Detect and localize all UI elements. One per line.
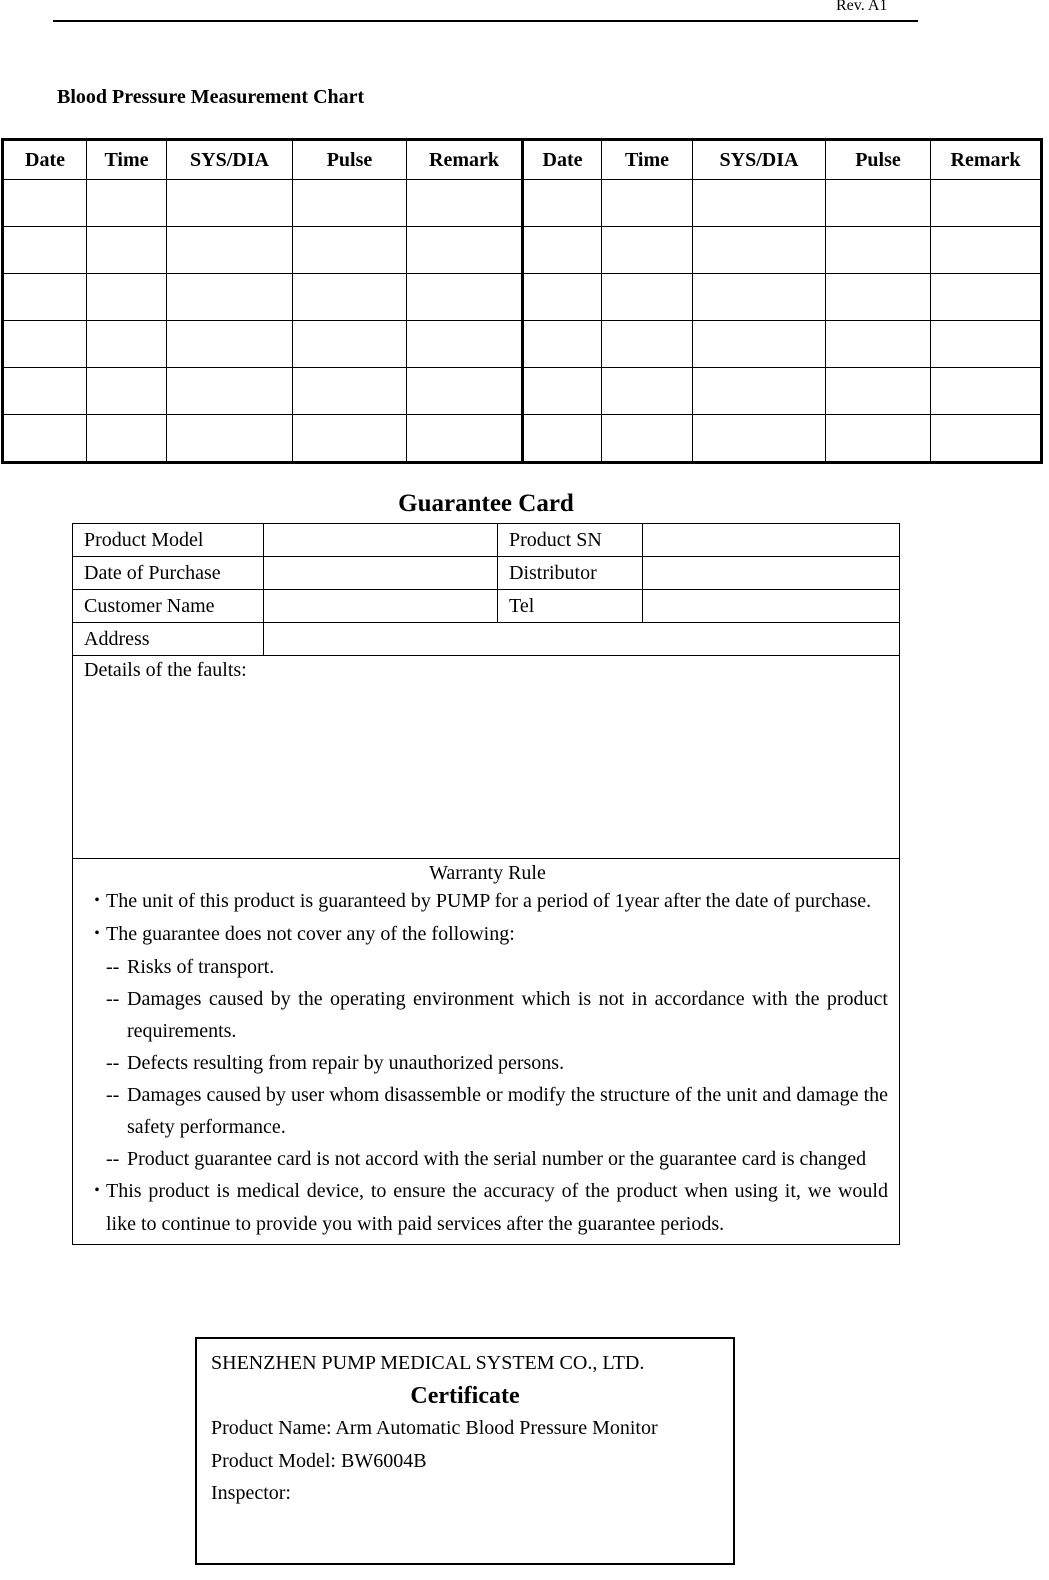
bp-entry-cell[interactable] (293, 227, 407, 274)
dash-mark: -- (106, 956, 120, 978)
distributor-label: Distributor (498, 557, 643, 590)
bp-entry-cell[interactable] (87, 368, 167, 415)
bp-entry-cell[interactable] (293, 274, 407, 321)
product-sn-field[interactable] (643, 524, 900, 557)
bullet-mark: ・ (87, 1180, 107, 1202)
address-field[interactable] (264, 623, 900, 656)
bp-entry-cell[interactable] (293, 368, 407, 415)
exclusion-item (106, 1047, 888, 1079)
bp-entry-cell[interactable] (931, 321, 1042, 368)
dash-mark: -- (106, 1052, 120, 1074)
table-row (73, 557, 900, 590)
table-row (3, 368, 1042, 415)
bp-entry-cell[interactable] (931, 227, 1042, 274)
warranty-item-text: The unit of this product is guaranteed by PUMP for a period of 1year after the date of purchase. (106, 890, 872, 912)
tel-field[interactable] (643, 590, 900, 623)
guarantee-card-table (72, 523, 900, 1245)
warranty-item-text: The guarantee does not cover any of the following: (106, 923, 515, 945)
col-remark: Remark (407, 140, 523, 180)
table-row (3, 415, 1042, 463)
bp-entry-cell[interactable] (931, 368, 1042, 415)
bp-entry-cell[interactable] (167, 227, 293, 274)
exclusion-item (106, 951, 888, 983)
bp-entry-cell[interactable] (523, 227, 602, 274)
bp-entry-cell[interactable] (931, 274, 1042, 321)
bp-entry-cell[interactable] (167, 415, 293, 463)
bp-entry-cell[interactable] (407, 227, 523, 274)
bp-entry-cell[interactable] (826, 321, 931, 368)
faults-label: Details of the faults: (84, 659, 247, 681)
guarantee-card-title: Guarantee Card (398, 490, 574, 517)
date-of-purchase-label: Date of Purchase (73, 557, 264, 590)
warranty-item (87, 918, 888, 951)
bp-measurement-table (1, 138, 1043, 464)
bp-entry-cell[interactable] (602, 180, 693, 227)
warranty-item (87, 885, 888, 918)
bp-entry-cell[interactable] (602, 415, 693, 463)
bp-entry-cell[interactable] (826, 180, 931, 227)
bp-entry-cell[interactable] (602, 227, 693, 274)
table-row (3, 180, 1042, 227)
customer-name-label: Customer Name (73, 590, 264, 623)
col-pulse: Pulse (293, 140, 407, 180)
distributor-field[interactable] (643, 557, 900, 590)
col-time: Time (87, 140, 167, 180)
table-row (3, 321, 1042, 368)
bp-entry-cell[interactable] (3, 274, 87, 321)
product-model: Product Model: BW6004B (211, 1449, 427, 1472)
bp-entry-cell[interactable] (931, 180, 1042, 227)
bp-entry-cell[interactable] (602, 274, 693, 321)
bp-entry-cell[interactable] (293, 321, 407, 368)
bp-entry-cell[interactable] (167, 274, 293, 321)
bp-entry-cell[interactable] (87, 227, 167, 274)
exclusion-text: Product guarantee card is not accord with the serial number or the guarantee card is changed (127, 1148, 867, 1170)
col-sys-dia-2: SYS/DIA (693, 140, 826, 180)
bullet-mark: ・ (87, 890, 107, 912)
bp-entry-cell[interactable] (693, 180, 826, 227)
bp-entry-cell[interactable] (407, 368, 523, 415)
exclusion-item (106, 1079, 888, 1143)
product-sn-label: Product SN (498, 524, 643, 557)
dash-mark: -- (106, 988, 120, 1010)
bp-entry-cell[interactable] (3, 368, 87, 415)
bp-entry-cell[interactable] (407, 180, 523, 227)
table-row (73, 590, 900, 623)
bp-entry-cell[interactable] (3, 227, 87, 274)
bp-entry-cell[interactable] (293, 180, 407, 227)
tel-label: Tel (498, 590, 643, 623)
col-remark-2: Remark (931, 140, 1042, 180)
bp-entry-cell[interactable] (407, 274, 523, 321)
bp-entry-cell[interactable] (826, 368, 931, 415)
bp-entry-cell[interactable] (87, 321, 167, 368)
bp-entry-cell[interactable] (826, 227, 931, 274)
bp-chart-title: Blood Pressure Measurement Chart (57, 86, 365, 108)
table-row (73, 623, 900, 656)
bp-entry-cell[interactable] (931, 415, 1042, 463)
col-sys-dia: SYS/DIA (167, 140, 293, 180)
bp-entry-cell[interactable] (523, 180, 602, 227)
bp-entry-cell[interactable] (167, 368, 293, 415)
exclusion-item (106, 1143, 888, 1175)
exclusion-item (106, 983, 888, 1047)
product-model-label: Product Model (73, 524, 264, 557)
bp-entry-cell[interactable] (523, 415, 602, 463)
bp-entry-cell[interactable] (693, 415, 826, 463)
col-date-2: Date (523, 140, 602, 180)
bp-entry-cell[interactable] (293, 415, 407, 463)
faults-field[interactable] (73, 656, 900, 859)
exclusion-text: Risks of transport. (127, 956, 275, 978)
table-row (73, 524, 900, 557)
col-pulse-2: Pulse (826, 140, 931, 180)
col-time-2: Time (602, 140, 693, 180)
customer-name-field[interactable] (264, 590, 498, 623)
table-row (73, 656, 900, 859)
bp-entry-cell[interactable] (826, 274, 931, 321)
warranty-rule-section (73, 859, 900, 1245)
exclusion-text: Damages caused by the operating environment which is not in accordance with the product requirements. (127, 988, 888, 1042)
table-row (3, 274, 1042, 321)
bp-table-body (3, 180, 1042, 463)
address-label: Address (73, 623, 264, 656)
company-name: SHENZHEN PUMP MEDICAL SYSTEM CO., LTD. (211, 1352, 645, 1374)
warranty-item-text: This product is medical device, to ensure the accuracy of the product when using it, we would like to continue to provide you with paid services after the guarantee periods. (106, 1180, 888, 1235)
bp-entry-cell[interactable] (523, 368, 602, 415)
bp-entry-cell[interactable] (167, 321, 293, 368)
warranty-rule-title: Warranty Rule (429, 862, 546, 884)
table-row (3, 227, 1042, 274)
bp-entry-cell[interactable] (87, 274, 167, 321)
bp-entry-cell[interactable] (602, 321, 693, 368)
bp-entry-cell[interactable] (87, 180, 167, 227)
certificate-box (195, 1337, 735, 1565)
bp-entry-cell[interactable] (693, 321, 826, 368)
bp-entry-cell[interactable] (523, 274, 602, 321)
inspector-label: Inspector: (211, 1482, 291, 1504)
certificate-title: Certificate (410, 1382, 520, 1409)
warranty-item (87, 1175, 888, 1241)
table-row (73, 859, 900, 1245)
date-of-purchase-field[interactable] (264, 557, 498, 590)
bp-entry-cell[interactable] (3, 415, 87, 463)
revision-label: Rev. A1 (836, 0, 888, 14)
exclusion-text: Defects resulting from repair by unauthorized persons. (127, 1052, 565, 1074)
bullet-mark: ・ (87, 923, 107, 945)
bp-entry-cell[interactable] (3, 180, 87, 227)
bp-entry-cell[interactable] (693, 227, 826, 274)
bp-header-row (3, 140, 1042, 180)
col-date: Date (3, 140, 87, 180)
bp-entry-cell[interactable] (407, 321, 523, 368)
product-model-field[interactable] (264, 524, 498, 557)
exclusion-text: Damages caused by user whom disassemble or modify the structure of the unit and damage the safety performance. (127, 1084, 888, 1138)
bp-entry-cell[interactable] (3, 321, 87, 368)
bp-entry-cell[interactable] (602, 368, 693, 415)
bp-entry-cell[interactable] (693, 274, 826, 321)
bp-entry-cell[interactable] (87, 415, 167, 463)
bp-entry-cell[interactable] (167, 180, 293, 227)
header-rule (53, 20, 918, 22)
dash-mark: -- (106, 1084, 120, 1106)
bp-entry-cell[interactable] (826, 415, 931, 463)
bp-entry-cell[interactable] (693, 368, 826, 415)
dash-mark: -- (106, 1148, 120, 1170)
bp-entry-cell[interactable] (407, 415, 523, 463)
bp-entry-cell[interactable] (523, 321, 602, 368)
product-name: Product Name: Arm Automatic Blood Pressure Monitor (211, 1417, 658, 1439)
